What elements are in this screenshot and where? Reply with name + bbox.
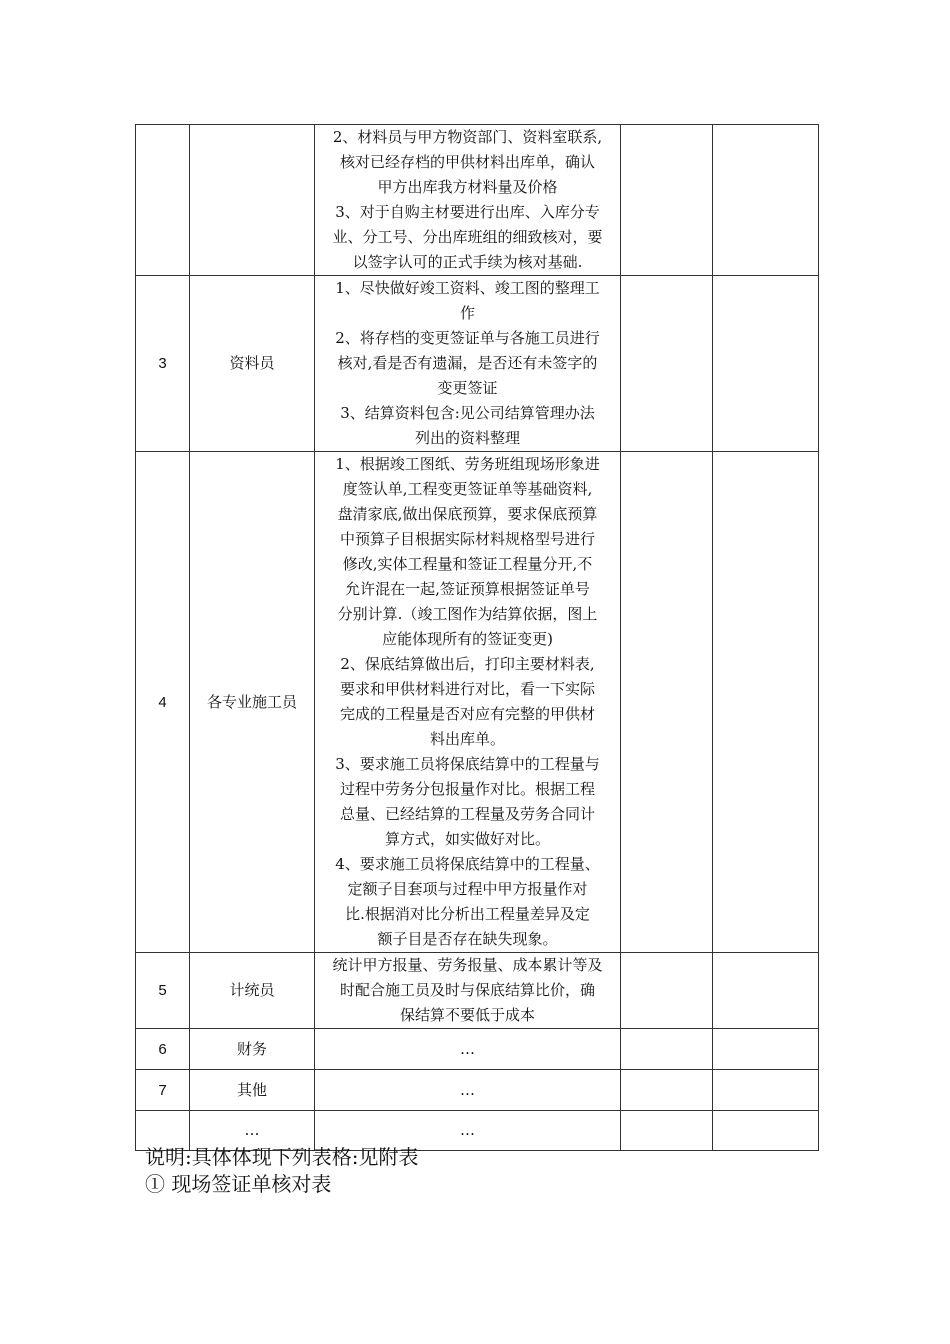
content-line: 料出库单。 — [429, 730, 505, 748]
content-line: 修改,实体工程量和签证工程量分开,不 — [342, 555, 593, 573]
row-content — [315, 276, 621, 452]
content-line: 3、要求施工员将保底结算中的工程量与 — [335, 755, 600, 773]
row-empty-cell — [621, 1070, 713, 1111]
row-content: … — [315, 1070, 621, 1111]
row-content: … — [315, 1111, 621, 1151]
row-empty-cell — [713, 1070, 819, 1111]
table-row — [136, 1070, 819, 1111]
row-role: 其他 — [190, 1070, 315, 1111]
row-empty-cell — [713, 1029, 819, 1070]
content-line: 1、根据竣工图纸、劳务班组现场形象进 — [335, 455, 600, 473]
content-line: 比.根据消对比分析出工程量差异及定 — [345, 905, 590, 923]
row-empty-cell — [621, 125, 713, 276]
table-row — [136, 452, 819, 953]
row-empty-cell — [713, 125, 819, 276]
content-line: 3、对于自购主材要进行出库、入库分专 — [335, 203, 600, 221]
row-role: 财务 — [190, 1029, 315, 1070]
row-role: … — [190, 1111, 315, 1151]
row-role: 计统员 — [190, 953, 315, 1029]
row-number: 3 — [136, 276, 190, 452]
table-row — [136, 125, 819, 276]
row-number — [136, 125, 190, 276]
table-row — [136, 1029, 819, 1070]
content-line: 额子目是否存在缺失现象。 — [377, 930, 558, 948]
content-line: 2、保底结算做出后，打印主要材料表, — [340, 655, 595, 673]
content-line: 完成的工程量是否对应有完整的甲供材 — [339, 705, 595, 723]
row-empty-cell — [621, 953, 713, 1029]
row-empty-cell — [713, 953, 819, 1029]
content-line: 过程中劳务分包报量作对比。根据工程 — [339, 780, 595, 798]
content-line: 总量、已经结算的工程量及劳务合同计 — [339, 805, 595, 823]
content-line: 中预算子目根据实际材料规格型号进行 — [339, 530, 595, 548]
row-empty-cell — [713, 452, 819, 953]
content-line: 保结算不要低于成本 — [399, 1006, 535, 1024]
row-empty-cell — [621, 1111, 713, 1151]
content-line: 允许混在一起,签证预算根据签证单号 — [345, 580, 590, 598]
work-table-body — [136, 125, 819, 1151]
content-line: 列出的资料整理 — [414, 429, 520, 447]
row-content — [315, 125, 621, 276]
row-empty-cell — [621, 276, 713, 452]
row-number: 5 — [136, 953, 190, 1029]
content-line: 甲方出库我方材料量及价格 — [377, 178, 558, 196]
work-table — [135, 124, 819, 1151]
content-line: 统计甲方报量、劳务报量、成本累计等及 — [332, 956, 603, 974]
row-role — [190, 125, 315, 276]
row-empty-cell — [713, 276, 819, 452]
table-row — [136, 953, 819, 1029]
row-content: … — [315, 1029, 621, 1070]
content-line: 作 — [459, 304, 475, 322]
content-line: 3、结算资料包含:见公司结算管理办法 — [340, 404, 595, 422]
content-line: 度签认单,工程变更签证单等基础资料, — [342, 480, 593, 498]
content-line: 1、尽快做好竣工资料、竣工图的整理工 — [335, 279, 600, 297]
content-line: 盘清家底,做出保底预算，要求保底预算 — [337, 505, 598, 523]
row-content — [315, 953, 621, 1029]
content-line: 4、要求施工员将保底结算中的工程量、 — [335, 855, 600, 873]
content-line: 核对已经存档的甲供材料出库单，确认 — [339, 153, 595, 171]
row-empty-cell — [713, 1111, 819, 1151]
content-line: 应能体现所有的签证变更) — [382, 630, 553, 648]
content-line: 要求和甲供材料进行对比，看一下实际 — [339, 680, 595, 698]
content-line: 变更签证 — [437, 379, 498, 397]
table-row — [136, 276, 819, 452]
row-role: 资料员 — [190, 276, 315, 452]
explanation-note: 说明:具体体现下列表格:见附表 — [145, 1145, 419, 1169]
row-content — [315, 452, 621, 953]
content-line: 算方式，如实做好对比。 — [384, 830, 550, 848]
row-number: 6 — [136, 1029, 190, 1070]
content-line: 以签字认可的正式手续为核对基础. — [352, 253, 583, 271]
row-empty-cell — [621, 452, 713, 953]
content-line: 业、分工号、分出库班组的细致核对，要 — [332, 228, 603, 246]
row-number: 4 — [136, 452, 190, 953]
content-line: 分别计算.（竣工图作为结算依据，图上 — [337, 605, 598, 623]
attachment-item-1: ① 现场签证单核对表 — [145, 1172, 332, 1196]
row-role: 各专业施工员 — [190, 452, 315, 953]
content-line: 2、材料员与甲方物资部门、资料室联系, — [332, 128, 603, 146]
content-line: 时配合施工员及时与保底结算比价，确 — [339, 981, 595, 999]
content-line: 定额子目套项与过程中甲方报量作对 — [347, 880, 588, 898]
row-empty-cell — [621, 1029, 713, 1070]
content-line: 2、将存档的变更签证单与各施工员进行 — [335, 329, 600, 347]
content-line: 核对,看是否有遗漏，是否还有未签字的 — [337, 354, 598, 372]
row-number: 7 — [136, 1070, 190, 1111]
